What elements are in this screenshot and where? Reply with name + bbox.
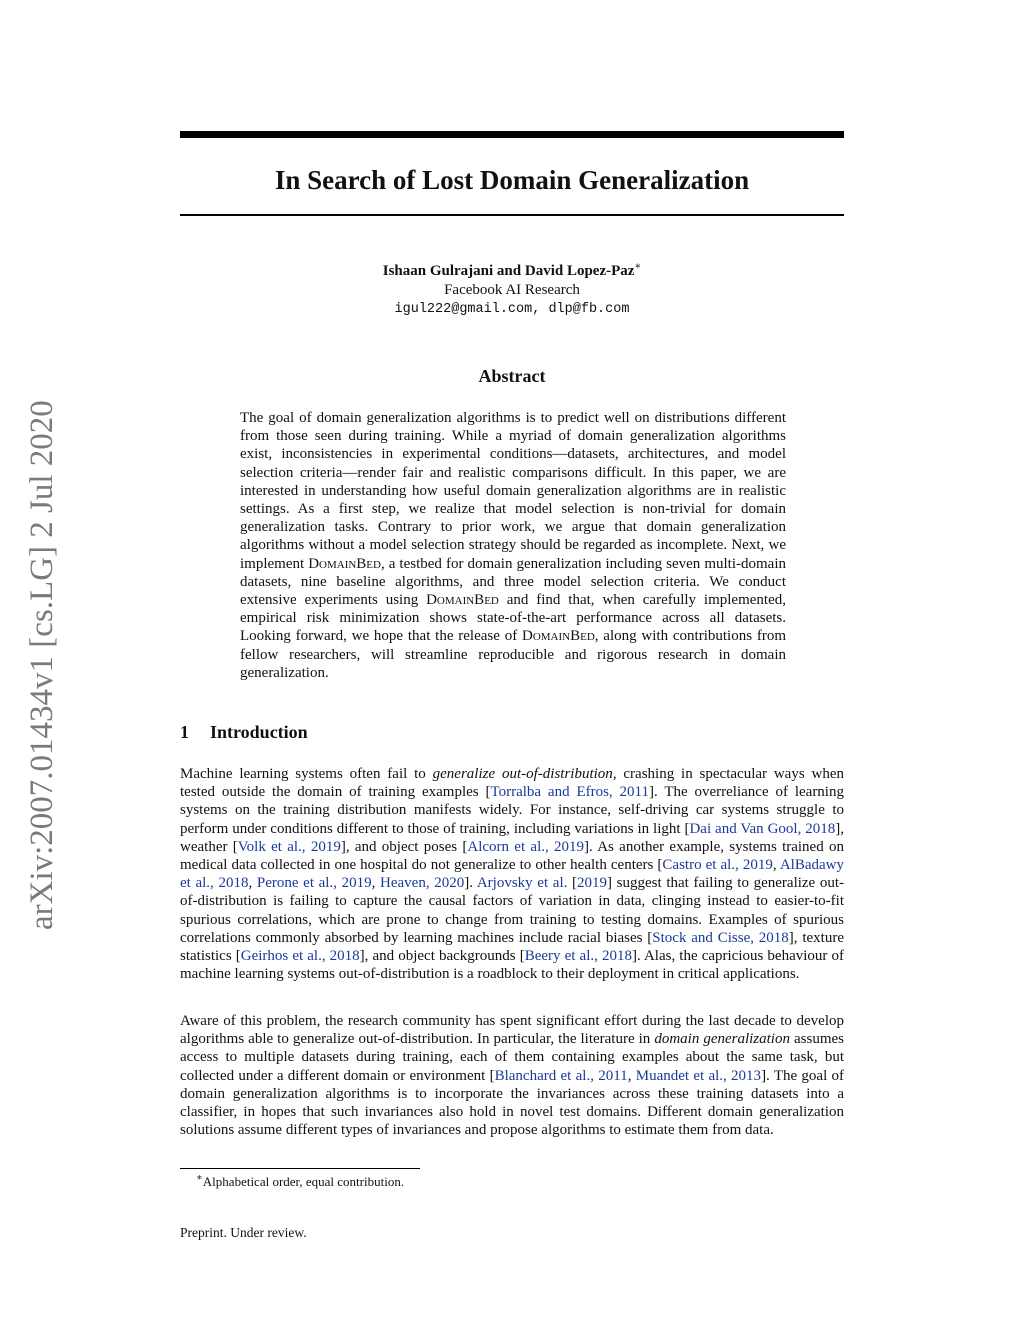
citation-link[interactable]: Perone et al., 2019 <box>256 875 372 892</box>
intro-paragraph-1: Machine learning systems often fail to generalize out-of-distribution, crashing in spectacular ways when tested outside the domain of training examples [Torralba and Efros, 2011]. The overreliance of learning systems on the training distribution manifests widely. For instance, self-driving car systems struggle to perform under conditions different to those of training, including variations in light [Dai and Van Gool, 2018], weather [Volk et al., 2019], and object poses [Alcorn et al., 2019]. As another example, systems trained on medical data collected in one hospital do not generalize to other health centers [Castro et al., 2019, AlBadawy et al., 2018, Perone et al., 2019, Heaven, 2020]. Arjovsky et al. [2019] suggest that failing to generalize out-of-distribution is failing to capture the causal factors of variation in data, clinging instead to easier-to-fit spurious correlations, which are prone to change from training to testing domains. Examples of spurious correlations commonly absorbed by learning machines include racial biases [Stock and Cisse, 2018], texture statistics [Geirhos et al., 2018], and object backgrounds [Beery et al., 2018]. Alas, the capricious behaviour of machine learning systems out-of-distribution is a roadblock to their deployment in critical applications. <box>180 766 845 983</box>
section-heading-introduction <box>180 720 308 744</box>
citation-link[interactable]: Dai and Van Gool, 2018 <box>689 820 836 837</box>
emphasis: generalize out-of-distribution <box>432 766 613 782</box>
citation-link[interactable]: 2019 <box>577 875 608 892</box>
preprint-notice: Preprint. Under review. <box>180 1225 307 1240</box>
footnote-text: Alphabetical order, equal contribution. <box>202 1174 405 1189</box>
domainbed-name: DomainBed <box>521 628 595 645</box>
citation-link[interactable]: Torralba and Efros, 2011 <box>490 784 649 801</box>
citation-link[interactable]: Heaven, 2020 <box>380 875 465 892</box>
footnote-mark: ∗ <box>196 1172 203 1184</box>
citation-link[interactable]: Muandet et al., 2013 <box>635 1067 762 1084</box>
domainbed-name: DomainBed <box>308 555 381 572</box>
citation-link[interactable]: Volk et al., 2019 <box>237 838 341 855</box>
citation-link[interactable]: Stock and Cisse, 2018 <box>652 929 789 946</box>
paper-title: In Search of Lost Domain Generalization <box>274 165 750 195</box>
intro-paragraph-2: Aware of this problem, the research community has spent significant effort during the last decade to develop algorithms able to generalize out-of-distribution. In particular, the literature in domain generalization assumes access to multiple datasets during training, each of them containing examples about the same task, but collected under a different domain or environment [Blanchard et al., 2011, Muandet et al., 2013]. The goal of domain generalization algorithms is to incorporate the invariances across these training datasets into a classifier, in hopes that such invariances also hold in novel test domains. Different domain generalization solutions assume different types of invariances and propose algorithms to estimate them from data. <box>180 1013 845 1139</box>
title-top-rule <box>180 131 844 138</box>
abstract-heading: Abstract <box>478 366 546 386</box>
citation-link[interactable]: Geirhos et al., 2018 <box>240 948 360 965</box>
domainbed-name: DomainBed <box>426 592 499 609</box>
author-block <box>180 262 844 319</box>
citation-link[interactable]: Castro et al., 2019 <box>662 857 773 874</box>
citation-link[interactable]: Blanchard et al., 2011 <box>494 1067 628 1084</box>
abstract-body: The goal of domain generalization algorithms is to predict well on distributions different from those seen during training. While a myriad of domain generalization algorithms exist, inconsistencies in experimental conditions—datasets, architectures, and model selection criteria—render fair and realistic comparisons difficult. In this paper, we are interested in understanding how useful domain generalization algorithms are in realistic settings. As a first step, we realize that model selection is non-trivial for domain generalization tasks. Contrary to prior work, we argue that domain generalization algorithms without a model selection strategy should be regarded as incomplete. Next, we implement DomainBed, a testbed for domain generalization including seven multi-domain datasets, nine baseline algorithms, and three model selection criteria. We conduct extensive experiments using DomainBed and find that, when carefully implemented, empirical risk minimization shows state-of-the-art performance across all datasets. Looking forward, we hope that the release of DomainBed, along with contributions from fellow researchers, will streamline reproducible and rigorous research in domain generalization. <box>240 410 786 681</box>
footnote-rule <box>180 1168 420 1169</box>
citation-link[interactable]: Arjovsky et al. <box>476 875 568 892</box>
title-bottom-rule <box>180 214 844 216</box>
emphasis: domain generalization <box>654 1031 790 1048</box>
author-footnote-mark: ∗ <box>634 261 642 272</box>
citation-link[interactable]: Alcorn et al., 2019 <box>467 838 585 855</box>
section-title: Introduction <box>210 722 308 742</box>
section-number: 1 <box>180 722 189 742</box>
arxiv-identifier: arXiv:2007.01434v1 [cs.LG] 2 Jul 2020 <box>24 400 60 930</box>
author-names: Ishaan Gulrajani and David Lopez-Paz <box>382 263 635 279</box>
author-names-line <box>180 262 844 281</box>
citation-link[interactable]: AlBadawy et al., 2018 <box>180 857 844 892</box>
author-emails: igul222@gmail.com, dlp@fb.com <box>394 302 630 317</box>
footnote <box>196 1174 404 1190</box>
citation-link[interactable]: Beery et al., 2018 <box>524 948 632 965</box>
affiliation: Facebook AI Research <box>444 282 580 298</box>
